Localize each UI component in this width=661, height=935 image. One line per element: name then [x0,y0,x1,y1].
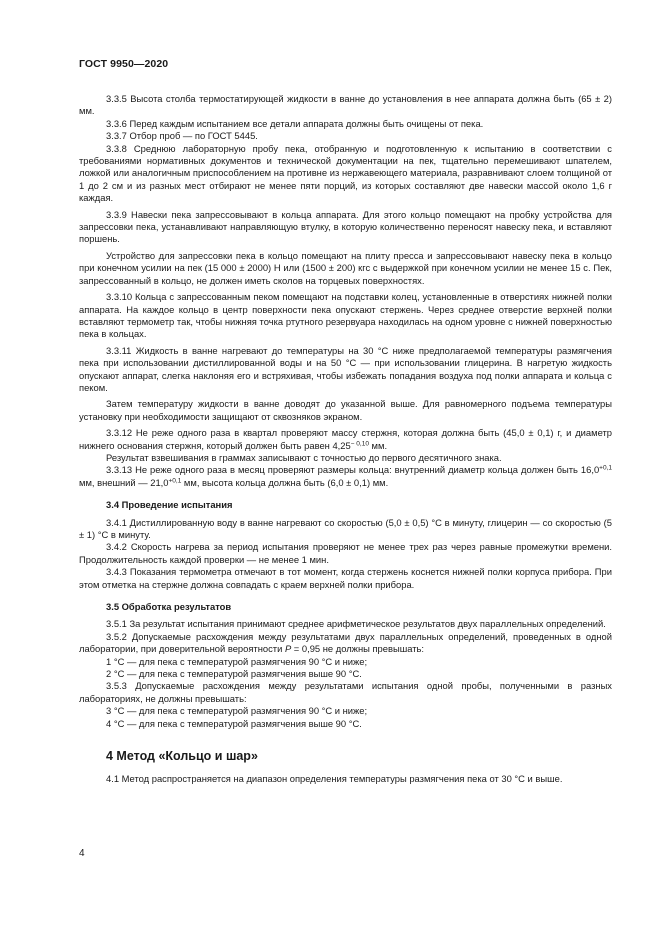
text-run: 3.3.12 Не реже одного раза в квартал проверяют массу стержня, которая должна быть (45,0 ± 0,1) г, и диаметр нижнего основания стержня, который должен быть равен 4,25 [79,427,612,451]
text-run: мм, высота кольца должна быть (6,0 ± 0,1) мм. [181,476,389,488]
paragraph-3-4-2: 3.4.2 Скорость нагрева за период испытания проверяют не менее трех раз через равные промежутки времени. Продолжительность каждой проверки — не менее 1 мин. [79,541,612,565]
paragraph-4-1: 4.1 Метод распространяется на диапазон определения температуры размягчения пека от 30 °С и выше. [106,773,563,785]
tolerance-superscript: − 0,10 [350,440,369,448]
list-item: 3 °С — для пека с температурой размягчения 90 °С и ниже; [106,705,368,717]
paragraph-3-3-12 [79,427,612,452]
paragraph-3-4-3: 3.4.3 Показания термометра отмечают в тот момент, когда стержень коснется нижней полки корпуса прибора. При этом отметка на стержне должна совпадать с краем верхней полки прибора. [79,566,612,590]
text-run: 3.3.13 Не реже одного раза в месяц проверяют размеры кольца: внутренний диаметр кольца должен быть 16,0 [106,464,600,476]
section-heading-4: 4 Метод «Кольцо и шар» [106,749,258,764]
paragraph-3-3-10: 3.3.10 Кольца с запрессованным пеком помещают на подставки колец, установленные в отверстиях нижней полки аппарата. На каждое кольцо в центр поверхности пека опускают стержень. Через среднее отверстие верхней полки вставляют термометр так, чтобы нижняя точка ртутного резервуара находилась на одном уровне с нижней поверхностью пека в кольцах. [79,291,612,340]
paragraph-3-5-1: 3.5.1 За результат испытания принимают среднее арифметическое результатов двух параллельных определений. [106,618,606,630]
paragraph-3-3-9: 3.3.9 Навески пека запрессовывают в кольца аппарата. Для этого кольцо помещают на пробку устройства для запрессовки пека, устанавливают направляющую втулку, в которую количественно переносят навеску пека, и вставляют поршень. [79,208,612,245]
paragraph-3-3-11: 3.3.11 Жидкость в ванне нагревают до температуры на 30 °С ниже предполагаемой температуры размягчения пека при использовании дистиллированной воды и на 50 °С — при использовании глицерина. В нагретую жидкость опускают аппарат, слегка наклоняя его и встряхивая, чтобы избежать попадания воздуха под полки аппарата и кольца с пеком. [79,344,612,393]
tolerance-superscript: +0,1 [599,464,612,472]
paragraph-3-3-6: 3.3.6 Перед каждым испытанием все детали аппарата должны быть очищены от пека. [106,117,484,129]
paragraph-3-4-1: 3.4.1 Дистиллированную воду в ванне нагревают со скоростью (5,0 ± 0,5) °С в минуту, глицерин — со скоростью (5 ± 1) °С в минуту. [79,516,612,540]
paragraph-3-3-13 [79,464,612,489]
list-item: 4 °С — для пека с температурой размягчения выше 90 °С. [106,717,362,729]
section-heading-3-4: 3.4 Проведение испытания [106,499,233,511]
list-item: 1 °С — для пека с температурой размягчения 90 °С и ниже; [106,655,368,667]
paragraph-3-3-7: 3.3.7 Отбор проб — по ГОСТ 5445. [106,130,258,142]
tolerance-superscript: +0,1 [168,477,182,485]
paragraph-3-5-3: 3.5.3 Допускаемые расхождения между результатами испытания одной пробы, полученными в разных лабораториях, не должны превышать: [79,680,612,704]
variable-p: Р [284,643,292,655]
text-run: = 0,95 не должны превышать: [291,643,425,655]
paragraph-3-3-8: 3.3.8 Среднюю лабораторную пробу пека, отобранную и подготовленную к испытанию в соответствии с требованиями нормативных документов и технической документации на пек, тщательно перемешивают шпателем, ложкой или аналогичным приспособлением на противне из нержавеющего материала, разравнивают слоем толщиной от 1 до 2 см и из разных мест отбирают не менее пяти порций, из которых составляют две навески массой около 1,6 г каждая. [79,142,612,204]
paragraph-3-3-12-continued: Результат взвешивания в граммах записывают с точностью до первого десятичного знака. [106,451,502,463]
page-number: 4 [79,848,85,859]
text-run: 3.5.2 Допускаемые расхождения между результатами двух параллельных определений, проведенных в одной лаборатории, при доверительной вероятности [79,630,612,655]
section-heading-3-5: 3.5 Обработка результатов [106,601,232,613]
list-item: 2 °С — для пека с температурой размягчения выше 90 °С. [106,668,362,680]
paragraph-3-3-5: 3.3.5 Высота столба термостатирующей жидкости в ванне до установления в нее аппарата должна быть (65 ± 2) мм. [79,93,612,117]
paragraph-3-5-2 [79,631,612,656]
paragraph-3-3-11-continued: Затем температуру жидкости в ванне доводят до указанной выше. Для равномерного подъема температуры установку при необходимости защищают от сквозняков экраном. [79,398,612,422]
text-run: мм. [368,439,388,451]
document-body [79,93,612,786]
paragraph-3-3-9-continued: Устройство для запрессовки пека в кольцо помещают на плиту пресса и запрессовывают навеску пека в кольцо при конечном усилии на пек (15 000 ± 2000) Н или (1500 ± 200) кгс с выдержкой при конечном усилии не менее 15 с. Пек, запрессованный в кольцо, не должен иметь сколов на торцевых поверхностях. [79,249,612,286]
text-run: мм, внешний — 21,0 [79,476,169,488]
document-header: ГОСТ 9950—2020 [79,58,169,70]
